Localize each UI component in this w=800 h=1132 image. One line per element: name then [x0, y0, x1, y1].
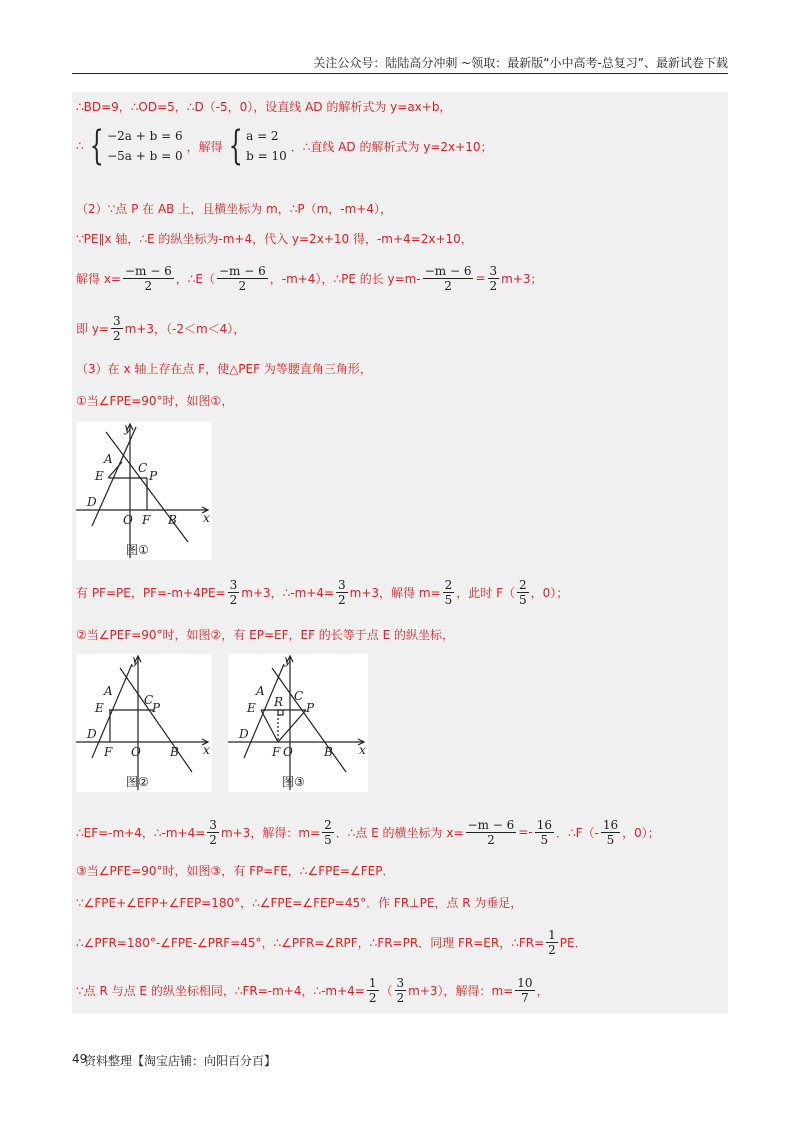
svg-text:B: B — [324, 745, 333, 759]
line-14: ∴∠PFR=180°-∠FPE-∠PRF=45°，∴∠PFR=∠RPF，∴FR=PR．同理 FR=ER，∴FR= $\frac{1}{2}$ PE． — [76, 927, 587, 957]
figure-3-drawing — [228, 654, 368, 792]
line-1: ∴BD=9，∴OD=5，∴D（-5，0），设直线 AD 的解析式为 y=ax+b， — [76, 99, 452, 114]
svg-text:O: O — [283, 745, 293, 759]
svg-text:R: R — [274, 695, 284, 709]
figure-2 — [76, 654, 212, 792]
page-number: 49 — [72, 1052, 88, 1066]
svg-text:y: y — [284, 654, 291, 667]
svg-text:P: P — [152, 701, 161, 715]
line-10: ②当∠PEF=90°时，如图②，有 EP=EF，EF 的长等于点 E 的纵坐标， — [76, 627, 455, 642]
fraction: $\frac{3}{2}$ — [229, 577, 238, 607]
svg-text:F: F — [142, 513, 151, 527]
svg-text:C: C — [294, 689, 304, 703]
svg-text:D: D — [87, 727, 97, 741]
svg-text:P: P — [306, 701, 315, 715]
svg-text:B: B — [168, 513, 177, 527]
fraction: $\frac{10}{7}$ — [517, 975, 533, 1005]
fraction: $\frac{3}{2}$ — [396, 975, 405, 1005]
fraction: $\frac{3}{2}$ — [338, 577, 346, 607]
svg-text:C: C — [138, 461, 148, 475]
svg-text:E: E — [247, 701, 256, 715]
svg-text:图②: 图② — [126, 775, 149, 789]
fraction: $\frac{-m - 6}{2}$ — [424, 263, 472, 293]
svg-text:O: O — [123, 513, 133, 527]
fraction: $\frac{-m - 6}{2}$ — [467, 817, 515, 847]
fraction: $\frac{16}{5}$ — [536, 817, 552, 847]
page-header: 关注公众号：陆陆高分冲刺 ~领取：最新版“小中高考-总复习”、最新试卷下载 — [313, 56, 728, 70]
equation-system-1: { −2a + b = 6 −5a + b = 0 — [89, 123, 183, 169]
line-11: ∴EF=-m+4，∴-m+4= $\frac{3}{2}$ m+3，解得：m= $\frac{2}{5}$ ．∴点 E 的横坐标为 x= $\frac{-m - 6}{2}$ =- $\frac{16}{5}$ ．∴F（- $\frac{16}{5}$ ，0）； — [76, 817, 660, 847]
svg-text:D: D — [239, 727, 249, 741]
equation-system-2: { a = 2 b = 10 — [228, 123, 287, 169]
svg-text:x: x — [359, 743, 366, 757]
svg-text:D: D — [87, 495, 97, 509]
svg-text:y: y — [124, 422, 131, 435]
fraction: $\frac{3}{2}$ — [489, 263, 498, 293]
svg-text:E: E — [95, 701, 104, 715]
svg-text:A: A — [104, 684, 113, 698]
fraction: $\frac{1}{2}$ — [548, 927, 556, 957]
fraction: $\frac{3}{2}$ — [209, 817, 217, 847]
svg-text:O: O — [131, 745, 141, 759]
figure-1 — [76, 422, 212, 560]
line-8: ①当∠FPE=90°时，如图①， — [76, 393, 234, 408]
line-7: （3）在 x 轴上存在点 F，使△PEF 为等腰直角三角形， — [76, 361, 372, 376]
line-3: （2）∵点 P 在 AB 上，且横坐标为 m，∴P（m，-m+4）， — [76, 201, 392, 216]
svg-text:y: y — [132, 654, 139, 667]
fraction: $\frac{-m - 6}{2}$ — [218, 263, 266, 293]
fraction: $\frac{3}{2}$ — [112, 313, 121, 343]
figure-1-drawing — [76, 422, 212, 560]
svg-text:x: x — [203, 511, 210, 525]
svg-text:x: x — [203, 743, 210, 757]
line-13: ∵∠FPE+∠EFP+∠FEP=180°，∴∠FPE=∠FEP=45°．作 FR⊥PE，点 R 为垂足， — [76, 895, 523, 910]
svg-text:A: A — [256, 684, 265, 698]
page-footer: 资料整理【淘宝店铺：向阳百分百】 — [84, 1054, 277, 1068]
fraction: $\frac{2}{5}$ — [518, 577, 527, 607]
line-15: ∵点 R 与点 E 的纵坐标相同，∴FR=-m+4，∴-m+4= $\frac{1}{2}$ （ $\frac{3}{2}$ m+3），解得：m= $\frac{10}{7}$ ， — [76, 975, 549, 1005]
header-divider — [72, 73, 728, 74]
svg-text:C: C — [144, 693, 154, 707]
svg-text:图③: 图③ — [282, 775, 305, 789]
figure-2-drawing — [76, 654, 212, 792]
fraction: $\frac{2}{5}$ — [444, 577, 453, 607]
svg-text:图①: 图① — [126, 543, 149, 557]
line-2: ∴ { −2a + b = 6 −5a + b = 0 ，解得 { a = 2 b = 10 ．∴直线 AD 的解析式为 y=2x+10； — [76, 123, 493, 169]
line-4: ∵PE∥x 轴，∴E 的纵坐标为-m+4，代入 y=2x+10 得，-m+4=2x+10， — [76, 231, 473, 246]
line-9: 有 PF=PE，PF=-m+4PE= $\frac{3}{2}$ m+3，∴-m+4= $\frac{3}{2}$ m+3，解得 m= $\frac{2}{5}$ ，此时 F（ $\frac{2}{5}$ ，0）； — [76, 577, 569, 607]
svg-text:P: P — [149, 469, 158, 483]
solution-panel — [72, 92, 728, 1014]
line-12: ③当∠PFE=90°时，如图③，有 FP=FE，∴∠FPE=∠FEP． — [76, 863, 395, 878]
figure-3 — [228, 654, 368, 792]
fraction: $\frac{16}{5}$ — [602, 817, 619, 847]
svg-text:B: B — [170, 745, 179, 759]
svg-text:F: F — [104, 745, 113, 759]
svg-text:A: A — [104, 452, 113, 466]
fraction: $\frac{2}{5}$ — [324, 817, 332, 847]
svg-text:F: F — [272, 745, 281, 759]
fraction: $\frac{-m - 6}{2}$ — [124, 263, 172, 293]
svg-text:E: E — [95, 469, 104, 483]
line-6: 即 y= $\frac{3}{2}$ m+3，（-2＜m＜4）， — [76, 313, 246, 343]
line-5: 解得 x= $\frac{-m - 6}{2}$ ，∴E（ $\frac{-m - 6}{2}$ ，-m+4），∴PE 的长 y=m- $\frac{-m - 6}{2}$ = $\frac{3}{2}$ m+3； — [76, 263, 543, 293]
fraction: $\frac{1}{2}$ — [368, 975, 377, 1005]
